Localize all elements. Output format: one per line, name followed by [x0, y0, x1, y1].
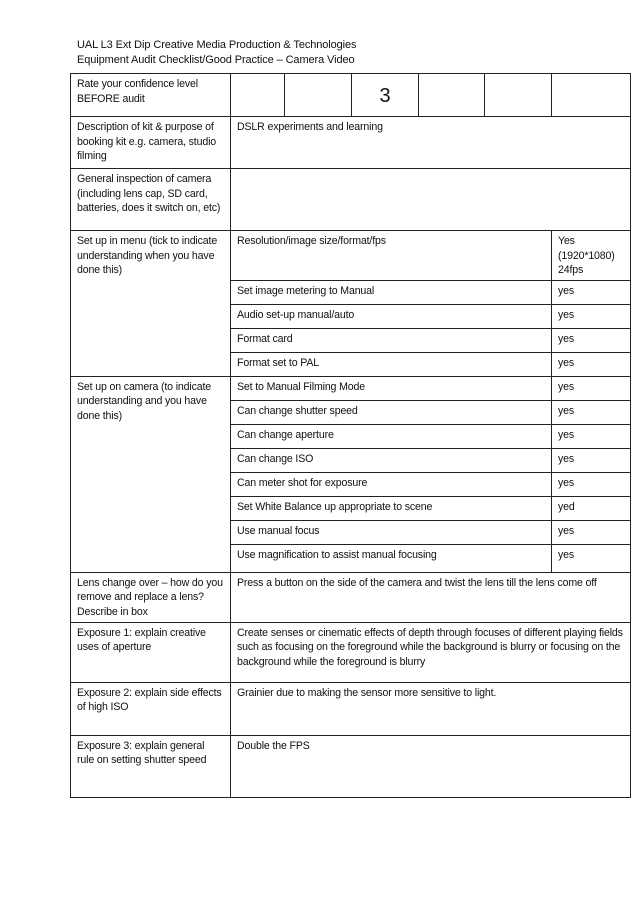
camera-status: yes [552, 448, 631, 472]
exposure3-label: Exposure 3: explain general rule on setting shutter speed [71, 735, 231, 797]
camera-status: yed [552, 496, 631, 520]
inspection-value [231, 169, 631, 231]
exposure1-row [71, 622, 631, 682]
camera-setup-row [71, 376, 631, 400]
menu-task: Format set to PAL [231, 352, 552, 376]
confidence-row [71, 74, 631, 117]
camera-task: Set to Manual Filming Mode [231, 376, 552, 400]
camera-status: yes [552, 472, 631, 496]
header-checklist-title: Equipment Audit Checklist/Good Practice – Camera Video [77, 53, 355, 66]
camera-task: Set White Balance up appropriate to scene [231, 496, 552, 520]
camera-status: yes [552, 424, 631, 448]
exposure1-label: Exposure 1: explain creative uses of aperture [71, 622, 231, 682]
inspection-label: General inspection of camera (including lens cap, SD card, batteries, does it switch on, etc) [71, 169, 231, 231]
camera-setup-label: Set up on camera (to indicate understanding and you have done this) [71, 376, 231, 572]
camera-task: Use manual focus [231, 520, 552, 544]
menu-task: Set image metering to Manual [231, 280, 552, 304]
confidence-cell-1 [231, 74, 285, 117]
camera-status: yes [552, 400, 631, 424]
menu-task: Resolution/image size/format/fps [231, 231, 552, 281]
confidence-label: Rate your confidence level BEFORE audit [71, 74, 231, 117]
menu-setup-label: Set up in menu (tick to indicate understanding when you have done this) [71, 231, 231, 377]
menu-status: yes [552, 280, 631, 304]
exposure1-value: Create senses or cinematic effects of depth through focuses of different playing fields such as focusing on the foreground while the background is blurry or focusing on the background while the foreground is blurry [231, 622, 631, 682]
menu-status: yes [552, 304, 631, 328]
exposure3-value: Double the FPS [231, 735, 631, 797]
description-value: DSLR experiments and learning [231, 117, 631, 169]
menu-status: Yes (1920*1080) 24fps [552, 231, 631, 281]
camera-task: Use magnification to assist manual focusing [231, 544, 552, 572]
lens-change-label: Lens change over – how do you remove and replace a lens? Describe in box [71, 572, 231, 622]
menu-setup-row [71, 231, 631, 281]
camera-status: yes [552, 520, 631, 544]
confidence-cell-5 [485, 74, 552, 117]
exposure2-row [71, 682, 631, 735]
header-course-title: UAL L3 Ext Dip Creative Media Production & Technologies [77, 39, 357, 51]
confidence-cell-4 [419, 74, 485, 117]
audit-checklist-table [70, 73, 631, 798]
camera-task: Can change aperture [231, 424, 552, 448]
camera-status: yes [552, 544, 631, 572]
menu-status: yes [552, 352, 631, 376]
description-label: Description of kit & purpose of booking kit e.g. camera, studio filming [71, 117, 231, 169]
menu-task: Audio set-up manual/auto [231, 304, 552, 328]
confidence-cell-6 [552, 74, 631, 117]
lens-change-value: Press a button on the side of the camera and twist the lens till the lens come off [231, 572, 631, 622]
lens-change-row [71, 572, 631, 622]
camera-status: yes [552, 376, 631, 400]
confidence-cell-2 [285, 74, 352, 117]
camera-task: Can meter shot for exposure [231, 472, 552, 496]
camera-task: Can change shutter speed [231, 400, 552, 424]
exposure2-label: Exposure 2: explain side effects of high ISO [71, 682, 231, 735]
menu-status: yes [552, 328, 631, 352]
description-row [71, 117, 631, 169]
document-header [77, 38, 356, 67]
camera-task: Can change ISO [231, 448, 552, 472]
inspection-row [71, 169, 631, 231]
exposure2-value: Grainier due to making the sensor more sensitive to light. [231, 682, 631, 735]
confidence-value: 3 [352, 74, 419, 117]
menu-task: Format card [231, 328, 552, 352]
exposure3-row [71, 735, 631, 797]
